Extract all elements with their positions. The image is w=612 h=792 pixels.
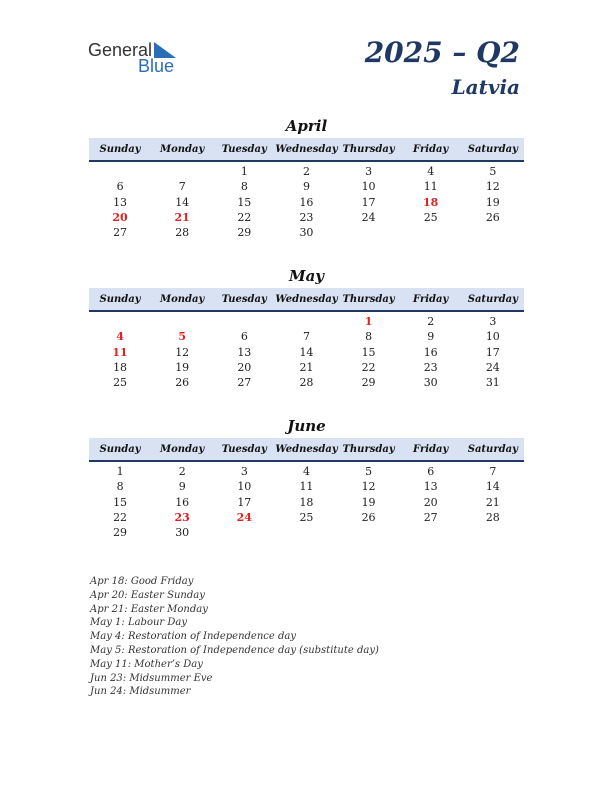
weekday-header	[89, 438, 524, 462]
day-cell: 27	[237, 376, 252, 390]
day-cell: 8	[116, 480, 124, 494]
weekday-sunday: Sunday	[99, 293, 141, 305]
month-june	[89, 416, 524, 540]
weekday-header	[89, 288, 524, 312]
holiday-note: Apr 21: Easter Monday	[90, 603, 208, 615]
day-cell: 25	[423, 211, 438, 225]
week-row	[89, 479, 524, 494]
day-cell: 11	[299, 480, 314, 494]
day-cell: 16	[175, 495, 190, 509]
day-cell: 5	[489, 165, 497, 179]
day-cell: 5	[365, 465, 373, 479]
week-row	[89, 345, 524, 360]
day-cell: 13	[113, 195, 128, 209]
day-cell: 20	[423, 495, 438, 509]
day-cell: 12	[175, 345, 190, 359]
day-cell: 13	[237, 345, 252, 359]
week-row	[89, 525, 524, 540]
weekday-sunday: Sunday	[99, 443, 141, 455]
weekday-monday: Monday	[160, 143, 205, 155]
logo-blue-text: Blue	[138, 56, 175, 76]
holiday-notes	[90, 575, 379, 699]
day-cell: 10	[485, 330, 500, 344]
day-cell: 4	[427, 165, 435, 179]
weekday-thursday: Thursday	[342, 293, 395, 305]
holiday-note: Jun 24: Midsummer	[90, 686, 191, 698]
day-cell: 23	[299, 211, 314, 225]
day-cell: 26	[175, 376, 190, 390]
day-cell: 18	[113, 361, 128, 375]
day-cell: 26	[485, 211, 500, 225]
day-cell: 28	[299, 376, 314, 390]
day-cell: 17	[237, 495, 252, 509]
day-cell: 8	[365, 330, 373, 344]
day-cell: 22	[237, 211, 252, 225]
page-title	[365, 36, 520, 100]
day-cell: 10	[237, 480, 252, 494]
day-cell: 18	[299, 495, 314, 509]
day-cell: 29	[113, 526, 128, 540]
day-cell: 7	[178, 180, 186, 194]
day-cell: 19	[361, 495, 376, 509]
weekday-tuesday: Tuesday	[221, 443, 267, 455]
holiday-day-cell: 21	[174, 211, 190, 225]
month-name: May	[288, 267, 325, 285]
quarter-title: 2025 – Q2	[364, 36, 520, 69]
holiday-note: May 4: Restoration of Independence day	[90, 631, 296, 643]
week-row	[89, 210, 524, 225]
day-cell: 24	[361, 211, 376, 225]
day-cell: 15	[361, 345, 376, 359]
weekday-friday: Friday	[413, 293, 449, 305]
day-cell: 21	[485, 495, 500, 509]
week-row	[89, 195, 524, 210]
month-name: June	[287, 417, 326, 435]
weekday-friday: Friday	[413, 443, 449, 455]
week-row	[89, 314, 524, 329]
weekday-thursday: Thursday	[342, 143, 395, 155]
day-cell: 26	[361, 511, 376, 525]
holiday-day-cell: 23	[174, 511, 190, 525]
holiday-day-cell: 1	[364, 315, 373, 329]
weekday-tuesday: Tuesday	[221, 293, 267, 305]
holiday-note: May 5: Restoration of Independence day (substitute day)	[90, 644, 379, 656]
day-cell: 30	[175, 526, 190, 540]
weekday-friday: Friday	[413, 143, 449, 155]
day-cell: 30	[299, 226, 314, 240]
day-cell: 3	[365, 165, 373, 179]
week-row	[89, 464, 524, 479]
day-cell: 30	[423, 376, 438, 390]
day-cell: 4	[302, 465, 310, 479]
day-cell: 29	[237, 226, 252, 240]
day-cell: 15	[113, 495, 128, 509]
weekday-wednesday: Wednesday	[275, 143, 338, 155]
month-april	[89, 116, 524, 240]
day-cell: 16	[423, 345, 438, 359]
logo-general-text: General	[88, 40, 153, 60]
holiday-day-cell: 4	[116, 330, 124, 344]
weekday-monday: Monday	[160, 293, 205, 305]
day-cell: 8	[240, 180, 248, 194]
week-row	[89, 495, 524, 510]
week-row	[89, 179, 524, 194]
day-cell: 22	[361, 361, 376, 375]
month-may	[89, 266, 524, 390]
day-cell: 16	[299, 195, 314, 209]
day-cell: 22	[113, 511, 128, 525]
day-cell: 31	[485, 376, 500, 390]
day-cell: 14	[299, 345, 314, 359]
day-cell: 12	[361, 480, 376, 494]
day-cell: 2	[427, 315, 435, 329]
day-cell: 10	[361, 180, 376, 194]
day-cell: 7	[302, 330, 310, 344]
day-cell: 28	[175, 226, 190, 240]
week-row	[89, 329, 524, 344]
weekday-saturday: Saturday	[467, 293, 518, 305]
day-cell: 6	[240, 330, 248, 344]
holiday-note: May 1: Labour Day	[90, 617, 187, 629]
day-cell: 9	[178, 480, 186, 494]
day-cell: 9	[302, 180, 310, 194]
day-cell: 2	[178, 465, 186, 479]
day-cell: 19	[485, 195, 500, 209]
week-row	[89, 360, 524, 375]
week-row	[89, 510, 524, 525]
day-cell: 28	[485, 511, 500, 525]
holiday-note: May 11: Mother’s Day	[90, 658, 203, 670]
day-cell: 24	[485, 361, 500, 375]
holiday-day-cell: 11	[112, 345, 128, 359]
day-cell: 6	[116, 180, 124, 194]
weekday-header	[89, 138, 524, 162]
day-cell: 17	[361, 195, 376, 209]
week-row	[89, 164, 524, 179]
day-cell: 1	[116, 465, 124, 479]
day-cell: 9	[427, 330, 435, 344]
day-cell: 21	[299, 361, 314, 375]
holiday-day-cell: 18	[423, 195, 439, 209]
day-cell: 13	[423, 480, 438, 494]
holiday-day-cell: 5	[178, 330, 187, 344]
day-cell: 25	[113, 376, 128, 390]
weekday-wednesday: Wednesday	[275, 293, 338, 305]
weekday-saturday: Saturday	[467, 143, 518, 155]
day-cell: 25	[299, 511, 314, 525]
day-cell: 6	[427, 465, 435, 479]
day-cell: 14	[485, 480, 500, 494]
day-cell: 20	[237, 361, 252, 375]
day-cell: 15	[237, 195, 252, 209]
weekday-thursday: Thursday	[342, 443, 395, 455]
day-cell: 3	[489, 315, 497, 329]
holiday-note: Apr 18: Good Friday	[90, 576, 194, 587]
day-cell: 27	[423, 511, 438, 525]
week-row	[89, 225, 524, 240]
month-name: April	[285, 117, 328, 135]
day-cell: 19	[175, 361, 190, 375]
day-cell: 17	[485, 345, 500, 359]
day-cell: 11	[423, 180, 438, 194]
holiday-day-cell: 24	[236, 511, 252, 525]
holiday-day-cell: 20	[112, 211, 128, 225]
day-cell: 12	[485, 180, 500, 194]
day-cell: 1	[240, 165, 248, 179]
holiday-note: Apr 20: Easter Sunday	[90, 589, 205, 601]
weekday-sunday: Sunday	[99, 143, 141, 155]
day-cell: 27	[113, 226, 128, 240]
country-title: Latvia	[451, 75, 520, 99]
day-cell: 2	[302, 165, 310, 179]
weekday-tuesday: Tuesday	[221, 143, 267, 155]
weekday-wednesday: Wednesday	[275, 443, 338, 455]
week-row	[89, 375, 524, 390]
weekday-monday: Monday	[160, 443, 205, 455]
day-cell: 3	[240, 465, 248, 479]
day-cell: 14	[175, 195, 190, 209]
day-cell: 7	[489, 465, 497, 479]
holiday-note: Jun 23: Midsummer Eve	[90, 672, 213, 684]
weekday-saturday: Saturday	[467, 443, 518, 455]
day-cell: 23	[423, 361, 438, 375]
day-cell: 29	[361, 376, 376, 390]
